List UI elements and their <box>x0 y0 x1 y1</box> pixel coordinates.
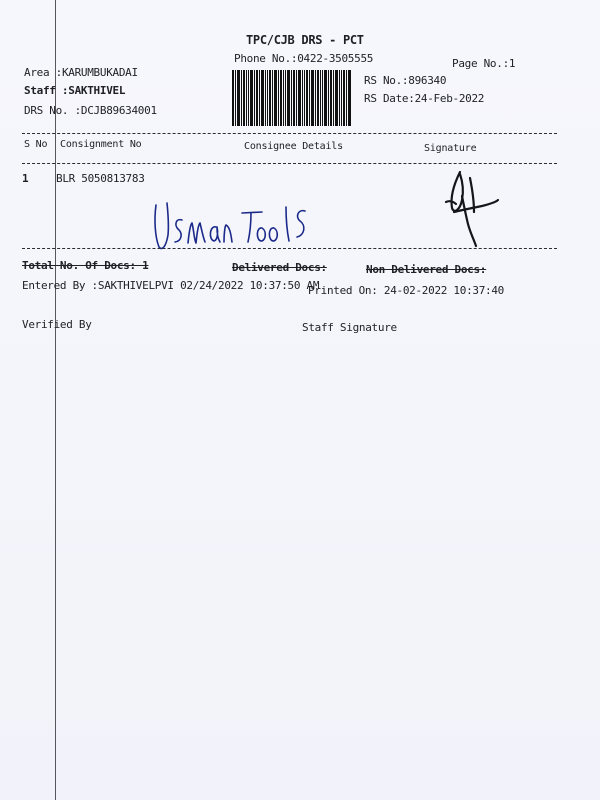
area-row <box>24 66 138 79</box>
staff-row <box>24 84 125 97</box>
printed-on: Printed On: 24-02-2022 10:37:40 <box>308 284 504 297</box>
row-consignment: BLR 5050813783 <box>56 172 145 185</box>
page-number: Page No.:1 <box>452 57 516 70</box>
col-header-consignee: Consignee Details <box>244 141 343 152</box>
delivered-docs: Delivered Docs: <box>232 261 327 274</box>
document-title: TPC/CJB DRS - PCT <box>246 33 364 47</box>
staff-signature-label: Staff Signature <box>302 321 397 334</box>
verified-by-label: Verified By <box>22 318 92 331</box>
staff-label: Staff : <box>24 84 69 97</box>
col-header-consignment: Consignment No <box>60 139 142 150</box>
total-docs: Total No. Of Docs: 1 <box>22 259 149 272</box>
table-bottom-rule <box>22 248 557 249</box>
drs-row <box>24 104 157 117</box>
area-label: Area : <box>24 66 62 79</box>
col-header-signature: Signature <box>424 143 477 154</box>
drs-label: DRS No. : <box>24 104 81 117</box>
table-top-rule <box>22 133 557 134</box>
handwritten-consignee-name <box>150 195 320 260</box>
signature-image <box>440 166 500 248</box>
drs-value: DCJB89634001 <box>80 104 157 117</box>
barcode-image <box>232 70 352 126</box>
left-margin-line <box>55 0 56 800</box>
row-sno: 1 <box>22 172 29 185</box>
table-header-rule <box>22 163 557 164</box>
staff-value: SAKTHIVEL <box>68 84 126 97</box>
rs-number: RS No.:896340 <box>364 74 447 87</box>
non-delivered-docs: Non Delivered Docs: <box>366 263 487 276</box>
phone-number: Phone No.:0422-3505555 <box>234 52 374 65</box>
entered-by: Entered By :SAKTHIVELPVI 02/24/2022 10:37:50 AM <box>22 279 320 292</box>
area-value: KARUMBUKADAI <box>61 66 138 79</box>
rs-date: RS Date:24-Feb-2022 <box>364 92 485 105</box>
col-header-sno: S No <box>24 139 48 150</box>
